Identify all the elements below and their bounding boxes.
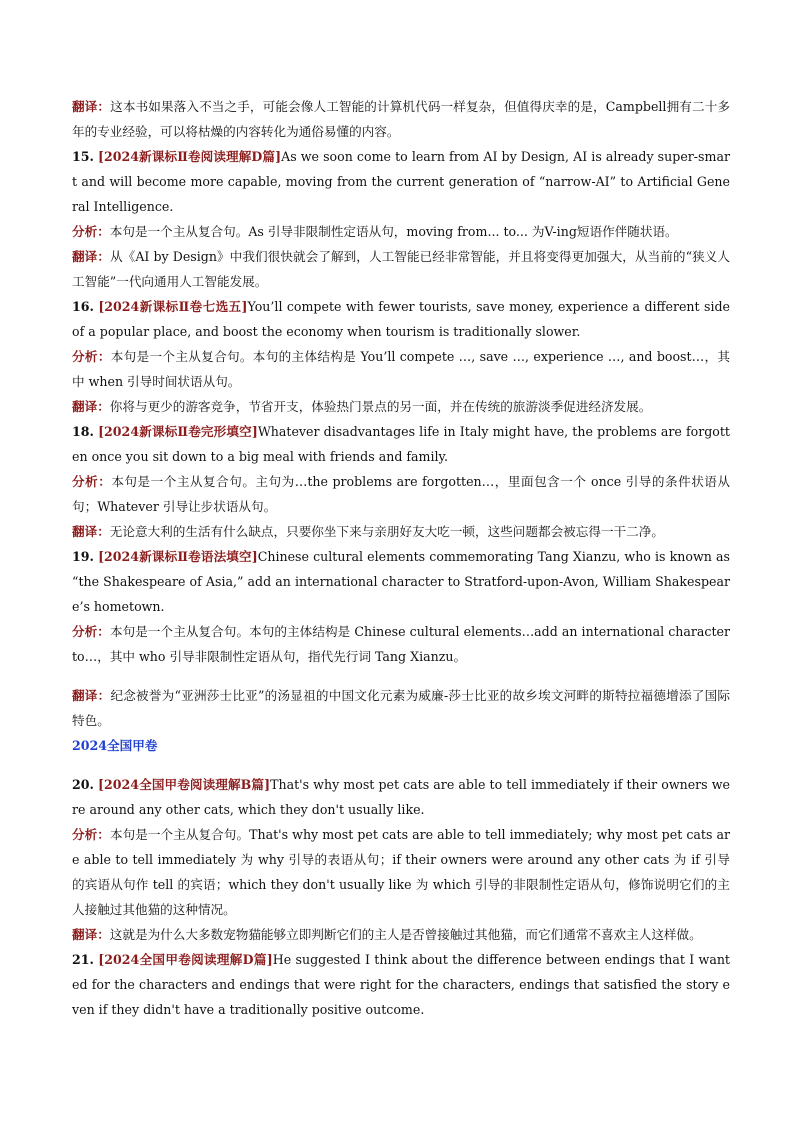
analysis-label: 分析： bbox=[72, 224, 110, 239]
paragraph-text: 本句是一个主从复合句。主句为…the problems are forgotten…，里面包含一个 once 引导的条件状语从句；Whatever 引导让步状语从句。 bbox=[72, 474, 731, 514]
item-number: 16. bbox=[72, 299, 94, 314]
sentence-item bbox=[72, 294, 730, 344]
translation-label: 翻译： bbox=[72, 249, 110, 264]
item-number: 19. bbox=[72, 549, 94, 564]
sentence-item bbox=[72, 772, 730, 822]
analysis-paragraph bbox=[72, 219, 730, 244]
analysis-label: 分析： bbox=[72, 624, 110, 639]
sentence-text: You’ll compete with fewer tourists, save money, experience a different side of a popular place, and boost the economy when tourism is traditionally slower. bbox=[72, 299, 730, 339]
paragraph-text: 无论意大利的生活有什么缺点，只要你坐下来与亲朋好友大吃一顿，这些问题都会被忘得一干二净。 bbox=[109, 524, 664, 539]
translation-paragraph bbox=[72, 394, 730, 419]
item-number: 18. bbox=[72, 424, 94, 439]
paragraph-text: 本句是一个主从复合句。本句的主体结构是 Chinese cultural elements…add an international character to…，其中 who 引导非限制性定语从句，指代先行词 Tang Xianzu。 bbox=[72, 624, 731, 664]
sentence-text: He suggested I think about the difference between endings that I wanted for the characters and endings that were right for the characters, endings that satisfied the story even if they didn't have a traditionally positive outcome. bbox=[72, 952, 730, 1017]
paragraph-text: 本句是一个主从复合句。As 引导非限制性定语从句，moving from... to... 为V-ing短语作伴随状语。 bbox=[109, 224, 678, 239]
analysis-paragraph bbox=[72, 822, 730, 922]
translation-label: 翻译： bbox=[72, 524, 110, 539]
analysis-paragraph bbox=[72, 344, 730, 394]
item-number: 15. bbox=[72, 149, 94, 164]
translation-paragraph bbox=[72, 94, 730, 144]
source-tag: [2024全国甲卷阅读理解B篇] bbox=[98, 777, 271, 792]
paragraph-text: 这就是为什么大多数宠物猫能够立即判断它们的主人是否曾接触过其他猫，而它们通常不喜欢主人这样做。 bbox=[109, 927, 702, 942]
spacer bbox=[72, 669, 730, 683]
analysis-label: 分析： bbox=[72, 474, 112, 489]
sentence-item bbox=[72, 144, 730, 219]
paragraph-text: 这本书如果落入不当之手，可能会像人工智能的计算机代码一样复杂，但值得庆幸的是，Campbell拥有二十多年的专业经验，可以将枯燥的内容转化为通俗易懂的内容。 bbox=[72, 99, 731, 139]
analysis-label: 分析： bbox=[72, 349, 111, 364]
source-tag: [2024新课标Ⅱ卷七选五] bbox=[98, 299, 248, 314]
sentence-text: That's why most pet cats are able to tell immediately if their owners were around any other cats, which they don't usually like. bbox=[72, 777, 730, 817]
sentence-item bbox=[72, 419, 730, 469]
analysis-label: 分析： bbox=[72, 827, 110, 842]
analysis-paragraph bbox=[72, 619, 730, 669]
paragraph-text: 本句是一个主从复合句。本句的主体结构是 You’ll compete …, save …, experience …, and boost…，其中 when 引导时间状语从句。 bbox=[72, 349, 730, 389]
source-tag: [2024新课标Ⅱ卷阅读理解D篇] bbox=[98, 149, 282, 164]
spacer bbox=[72, 758, 730, 772]
section-heading: 2024全国甲卷 bbox=[72, 738, 158, 753]
item-number: 21. bbox=[72, 952, 94, 967]
translation-paragraph bbox=[72, 683, 730, 733]
sentence-text: Chinese cultural elements commemorating Tang Xianzu, who is known as “the Shakespeare of Asia,” add an international character to Stratford-upon-Avon, William Shakespeare’s hometown. bbox=[72, 549, 730, 614]
translation-paragraph bbox=[72, 519, 730, 544]
paragraph-text: 纪念被誉为“亚洲莎士比亚”的汤显祖的中国文化元素为威廉-莎士比亚的故乡埃文河畔的斯特拉福德增添了国际特色。 bbox=[72, 688, 731, 728]
translation-label: 翻译： bbox=[72, 99, 111, 114]
document-page bbox=[72, 94, 730, 1022]
sentence-item bbox=[72, 947, 730, 1022]
source-tag: [2024新课标Ⅱ卷完形填空] bbox=[98, 424, 258, 439]
item-number: 20. bbox=[72, 777, 94, 792]
translation-paragraph bbox=[72, 922, 730, 947]
translation-paragraph bbox=[72, 244, 730, 294]
translation-label: 翻译： bbox=[72, 399, 110, 414]
paragraph-text: 本句是一个主从复合句。That's why most pet cats are able to tell immediately; why most pet cats are able to tell immediately 为 why 引导的表语从句；if their owners were around any other cats 为 if 引导的宾语从句作 tell 的宾语；which they don't usually like 为 which 引导的非限制性定语从句，修饰说明它们的主人接触过其他猫的这种情况。 bbox=[72, 827, 730, 917]
paragraph-text: 从《AI by Design》中我们很快就会了解到，人工智能已经非常智能，并且将变得更加强大，从当前的“狭义人工智能”一代向通用人工智能发展。 bbox=[72, 249, 731, 289]
source-tag: [2024全国甲卷阅读理解D篇] bbox=[98, 952, 273, 967]
translation-label: 翻译： bbox=[72, 927, 110, 942]
translation-label: 翻译： bbox=[72, 688, 111, 703]
analysis-paragraph bbox=[72, 469, 730, 519]
sentence-text: As we soon come to learn from AI by Design, AI is already super-smart and will become more capable, moving from the current generation of “narrow-AI” to Artificial General Intelligence. bbox=[72, 149, 730, 214]
sentence-item bbox=[72, 544, 730, 619]
source-tag: [2024新课标Ⅱ卷语法填空] bbox=[98, 549, 258, 564]
paragraph-text: 你将与更少的游客竞争，节省开支，体验热门景点的另一面，并在传统的旅游淡季促进经济发展。 bbox=[109, 399, 652, 414]
sentence-text: Whatever disadvantages life in Italy might have, the problems are forgotten once you sit down to a big meal with friends and family. bbox=[72, 424, 730, 464]
